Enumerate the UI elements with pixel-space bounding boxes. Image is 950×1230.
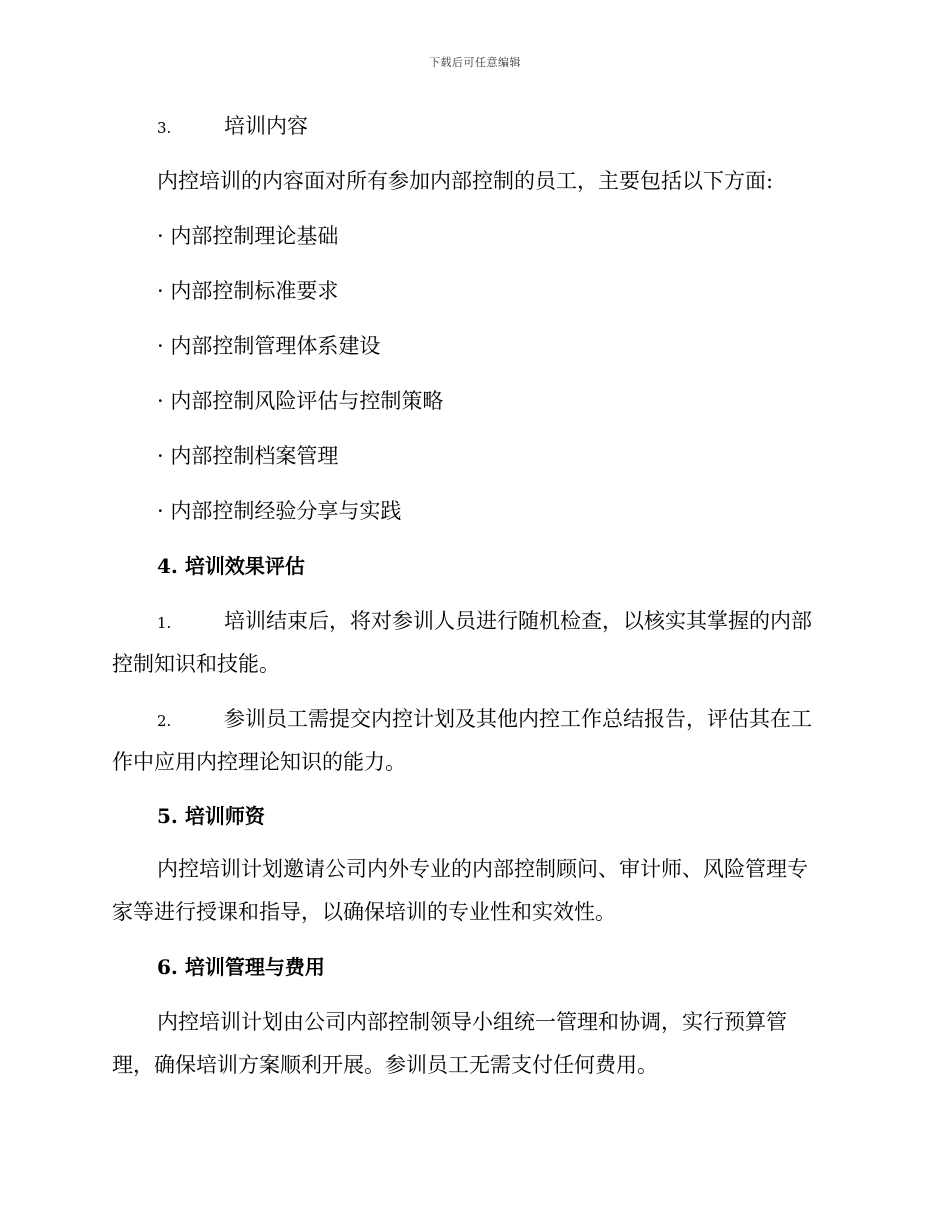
section5-paragraph-line2: 家等进行授课和指导，以确保培训的专业性和实效性。 xyxy=(112,900,616,924)
section5-title: 5. 培训师资 xyxy=(157,804,265,828)
section4-item1-line1 xyxy=(157,599,887,645)
header-note: 下载后可任意编辑 xyxy=(429,56,521,69)
bullet-item: · 内部控制理论基础 xyxy=(157,224,339,248)
section6-paragraph-line1: 内控培训计划由公司内部控制领导小组统一管理和协调，实行预算管 xyxy=(157,1010,787,1034)
bullet-item: · 内部控制经验分享与实践 xyxy=(157,499,402,523)
bullet-item: · 内部控制管理体系建设 xyxy=(157,334,381,358)
section4-title: 4. 培训效果评估 xyxy=(157,554,305,578)
section3-title: 培训内容 xyxy=(224,114,308,138)
section4-item1-text: 培训结束后，将对参训人员进行随机检查，以核实其掌握的内部 xyxy=(224,609,812,633)
section6-paragraph-line2: 理，确保培训方案顺利开展。参训员工无需支付任何费用。 xyxy=(112,1053,658,1077)
section6-title: 6. 培训管理与费用 xyxy=(157,955,325,979)
section4-item1-line2: 控制知识和技能。 xyxy=(112,652,280,676)
section4-item1-number: 1. xyxy=(157,614,172,632)
section3-number: 3. xyxy=(157,119,172,137)
section4-item2-number: 2. xyxy=(157,712,172,730)
section4-item2-line1 xyxy=(157,697,887,743)
bullet-item: · 内部控制标准要求 xyxy=(157,279,339,303)
intro-paragraph: 内控培训的内容面对所有参加内部控制的员工，主要包括以下方面: xyxy=(157,169,774,193)
bullet-item: · 内部控制档案管理 xyxy=(157,444,339,468)
section4-item2-line2: 作中应用内控理论知识的能力。 xyxy=(112,750,406,774)
bullet-item: · 内部控制风险评估与控制策略 xyxy=(157,389,444,413)
section5-paragraph-line1: 内控培训计划邀请公司内外专业的内部控制顾问、审计师、风险管理专 xyxy=(157,857,808,881)
section4-item2-text: 参训员工需提交内控计划及其他内控工作总结报告，评估其在工 xyxy=(224,707,812,731)
section3-heading xyxy=(157,104,887,150)
